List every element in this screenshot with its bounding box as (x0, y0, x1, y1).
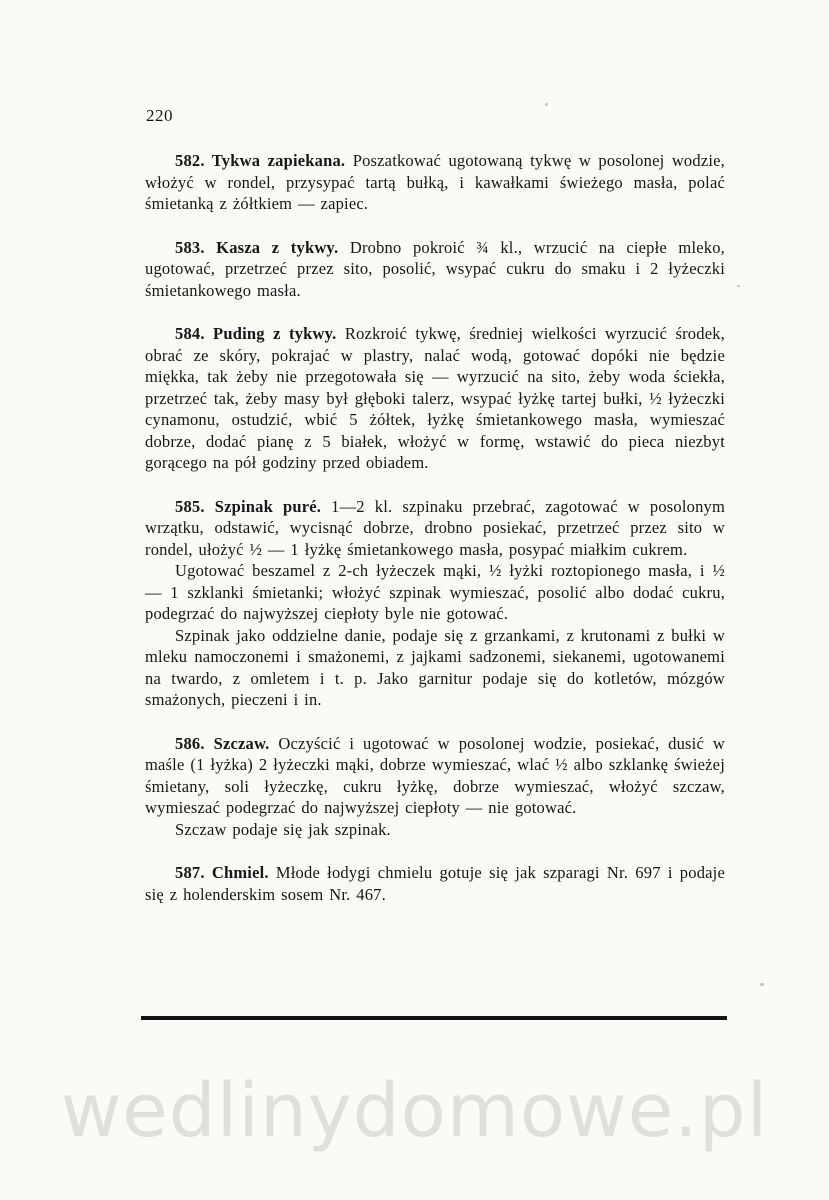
recipe-585 (145, 496, 725, 711)
recipe-587 (145, 862, 725, 905)
recipe-text: Poszatkować ugotowaną tykwę w posolonej wodzie, włożyć w rondel, przysypać tartą bułką, i kawałkami świeżego masła, polać śmietanką z żółtkiem — zapiec. (145, 151, 725, 213)
recipe-text: Szpinak jako oddzielne danie, podaje się z grzankami, z krutonami z bułki w mleku namoczonemi i smażonemi, z jajkami sadzonemi, siekanemi, ugotowanemi na twardo, z omletem i t. p. Jako garnitur podaje się do kotletów, mózgów smażonych, pieczeni i in. (145, 625, 725, 709)
recipe-text: Oczyścić i ugotować w posolonej wodzie, posiekać, dusić w maśle (1 łyżka) 2 łyżeczki mąki, dobrze wymieszać, wlać ½ albo szklankę świeżej śmietany, soli łyżeczkę, cukru łyżkę, dobrze wymieszać, włożyć szczaw, wymieszać podegrzać do najwyższej ciepłoty — nie gotować. (145, 733, 725, 817)
recipe-paragraph (145, 323, 725, 474)
recipe-paragraph (145, 496, 725, 561)
recipe-title: 585. Szpinak puré. (175, 496, 322, 516)
recipe-title: 583. Kasza z tykwy. (175, 237, 339, 257)
recipe-text: Drobno pokroić ¾ kl., wrzucić na ciepłe mleko, ugotować, przetrzeć przez sito, posolić, wsypać cukru do smaku i 2 łyżeczki śmietankowego masła. (145, 237, 725, 300)
recipe-paragraph (145, 560, 725, 625)
scan-speck (737, 285, 740, 287)
recipe-title: 587. Chmiel. (175, 863, 269, 882)
page-number: 220 (146, 106, 173, 125)
scan-speck (760, 983, 764, 986)
recipe-title: 584. Puding z tykwy. (175, 324, 337, 343)
scan-speck (545, 103, 548, 106)
recipe-582 (145, 150, 725, 215)
recipe-title: 586. Szczaw. (175, 733, 270, 753)
recipe-paragraph (145, 819, 725, 841)
watermark: wedlinydomowe.pl (60, 1068, 769, 1154)
footer-rule (141, 1016, 727, 1020)
recipe-text: Młode łodygi chmielu gotuje się jak szparagi Nr. 697 i podaje się z holenderskim sosem Nr. 467. (145, 863, 725, 904)
recipe-text: 1—2 kl. szpinaku przebrać, zagotować w posolonym wrzątku, odstawić, wycisnąć dobrze, drobno posiekać, przetrzeć przez sito w rondel, ułożyć ½ — 1 łyżkę śmietankowego masła, posypać miałkim cukrem. (145, 496, 726, 559)
recipe-paragraph (145, 150, 725, 215)
recipe-text: Rozkroić tykwę, średniej wielkości wyrzucić środek, obrać ze skóry, pokrajać w plastry, nalać wodą, gotować dopóki nie będzie miękka, tak żeby nie przegotowała się — wyrzucić na sito, żeby woda ściekła, przetrzeć tak, żeby masy był głęboki talerz, wsypać łyżkę tartej bułki, ½ łyżeczki cynamonu, ostudzić, wbić 5 żółtek, łyżkę śmietankowego masła, wymieszać dobrze, dodać pianę z 5 białek, włożyć w formę, wstawić do pieca niezbyt gorącego na pół godziny przed obiadem. (145, 324, 725, 472)
recipe-paragraph (145, 625, 725, 711)
recipe-paragraph (145, 237, 725, 302)
recipe-paragraph (145, 733, 725, 819)
recipe-text: Szczaw podaje się jak szpinak. (175, 819, 391, 839)
recipe-584 (145, 323, 725, 474)
recipe-text: Ugotować beszamel z 2-ch łyżeczek mąki, ½ łyżki roztopionego masła, i ½ — 1 szklanki śmietanki; włożyć szpinak wymieszać, posolić albo dodać cukru, podegrzać do najwyższej ciepłoty byle nie gotować. (145, 561, 725, 623)
recipe-paragraph (145, 862, 725, 905)
recipe-title: 582. Tykwa zapiekana. (175, 151, 346, 170)
page-content (145, 150, 725, 927)
recipe-583 (145, 237, 725, 302)
recipe-586 (145, 733, 725, 841)
